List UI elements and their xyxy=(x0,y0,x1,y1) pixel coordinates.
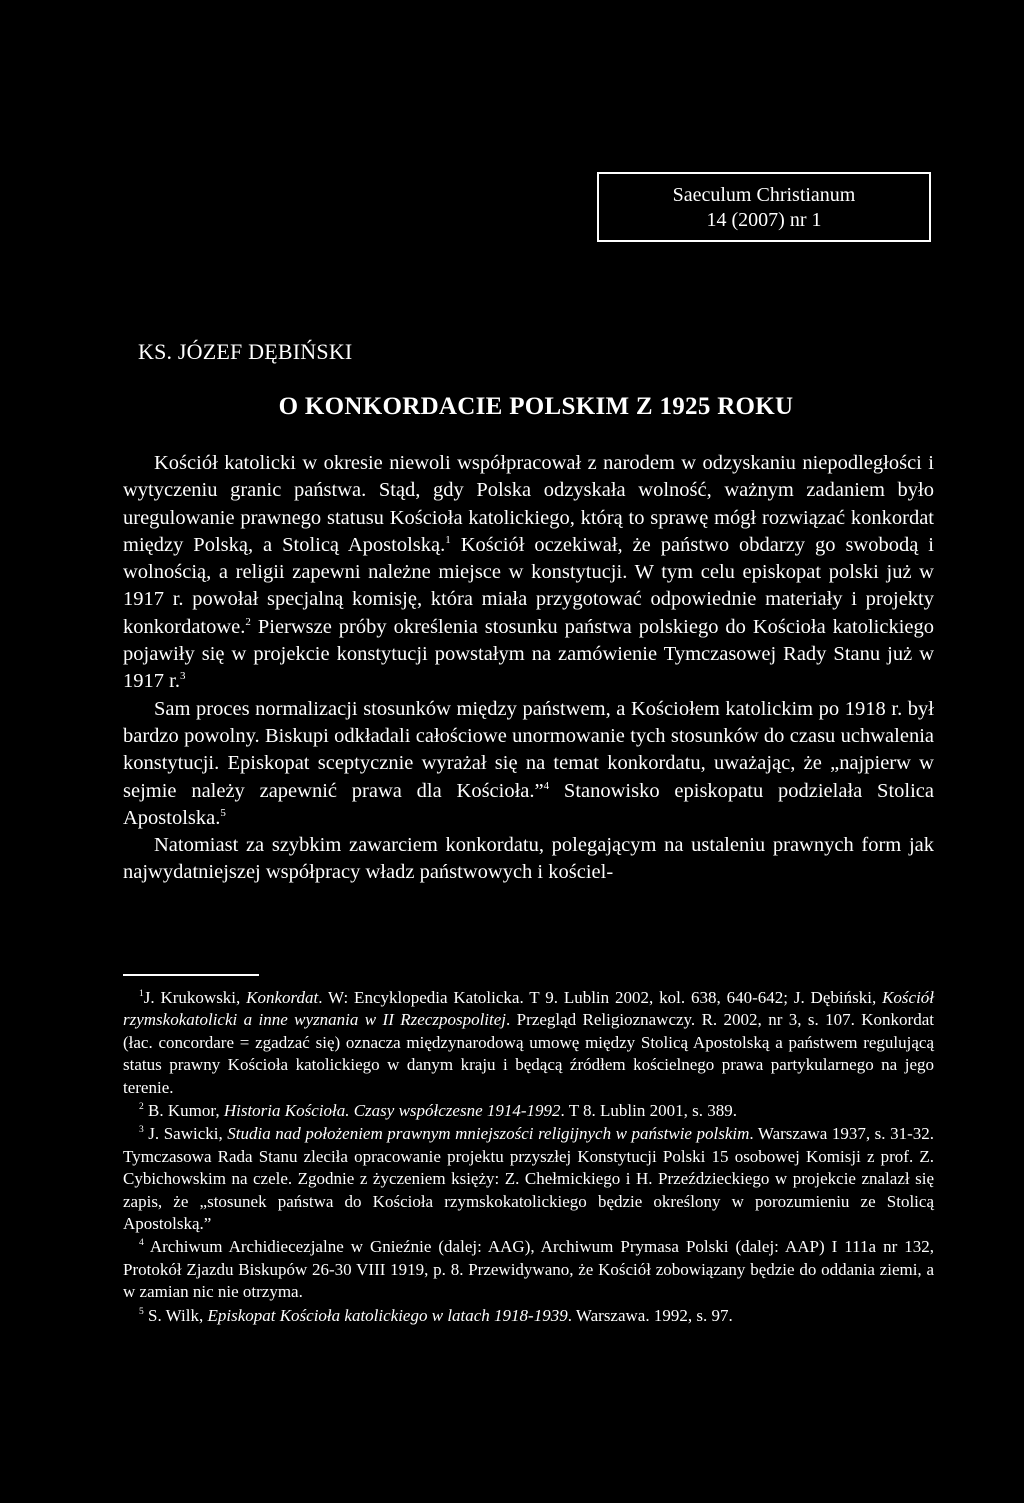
footnote-number: 2 xyxy=(139,1102,144,1113)
footnote-5 xyxy=(123,1305,934,1327)
footnote-number: 3 xyxy=(139,1125,144,1136)
journal-name: Saeculum Christianum xyxy=(672,184,856,206)
footnote-text: B. Kumor, xyxy=(143,1101,224,1121)
body-sentence: Sam proces normalizacji stosunków między państwem, a Kościołem katolickim po 1918 r. był bardzo powolny. Biskupi odkładali całościowe unormowanie tych stosunków do czasu uchwalenia konstytucji. Episkopat sceptycznie wyrażał się na temat konkordatu, uważając, że „najpierw w sejmie należy zapewnić prawa dla Kościoła.” xyxy=(123,697,934,802)
body-sentence: Kościół katolicki w okresie niewoli współpracował z narodem w odzyskaniu niepodległości i wytyczeniu granic państwa. Stąd, gdy Polska odzyskała wolność, ważnym zadaniem było uregulowanie prawnego statusu Kościoła katolickiego, którą to sprawę mógł rozwiązać konkordat między Polską, a Stolicą Apostolską. xyxy=(123,452,934,556)
footnote-3 xyxy=(123,1123,934,1235)
footnote-number: 5 xyxy=(139,1306,144,1317)
footnote-title: Kościół rzymskokatolicki a inne wyznania w II Rzeczpospolitej xyxy=(123,988,935,1030)
body-paragraph xyxy=(123,696,934,832)
footnote-title: Episkopat Kościoła katolickiego w latach 1918-1939 xyxy=(207,1305,568,1325)
body-sentence: Stanowisko episkopatu podzielała Stolica Apostolska. xyxy=(123,779,934,829)
body-paragraph xyxy=(123,832,934,887)
footnote-ref: 5 xyxy=(220,806,226,819)
footnote-text: Archiwum Archidiecezjalne w Gnieźnie (dalej: AAG), Archiwum Prymasa Polski (dalej: AAP) I 111a nr 132, Protokół Zjazdu Biskupów 26-30 VIII 1919, p. 8. Przewidywano, że Kościół zobowiązany będzie do oddania ziemi, a w zamian nic nie otrzyma. xyxy=(123,1237,934,1302)
footnote-ref: 1 xyxy=(445,533,451,546)
footnote-title: Studia nad położeniem prawnym mniejszości religijnych w państwie polskim xyxy=(227,1124,750,1144)
footnote-title: Konkordat xyxy=(246,988,319,1007)
footnote-1 xyxy=(123,987,934,1099)
footnote-text: . W: Encyklopedia Katolicka. T 9. Lublin 2002, kol. 638, 640-642; J. Dębiński, xyxy=(318,988,883,1007)
journal-header-box xyxy=(597,172,931,242)
body-sentence: Pierwsze próby określenia stosunku państwa polskiego do Kościoła katolickiego pojawiły się w projekcie konstytucji powstałym na zamówienie Tymczasowej Rady Stanu już w 1917 r. xyxy=(123,615,934,693)
footnote-text: S. Wilk, xyxy=(143,1305,208,1325)
footnote-number: 1 xyxy=(139,989,144,999)
footnote-number: 4 xyxy=(139,1238,144,1249)
footnote-title: Historia Kościoła. Czasy współczesne 1914-1992 xyxy=(223,1101,561,1121)
footnote-separator xyxy=(123,974,259,976)
footnote-text: J. Sawicki, xyxy=(143,1124,228,1144)
footnote-4 xyxy=(123,1236,934,1303)
article-title: O KONKORDACIE POLSKIM Z 1925 ROKU xyxy=(278,393,794,420)
body-sentence: Kościół oczekiwał, że państwo obdarzy go swobodą i wolnością, a religii zapewni należne miejsce w konstytucji. W tym celu episkopat polski już w 1917 r. powołał specjalną komisję, która miała przygotować odpowiednie materiały i projekty konkordatowe. xyxy=(123,533,934,638)
footnote-text: . Przegląd Religioznawczy. R. 2002, nr 3, s. 107. Konkordat (łac. concordare = zgadzać się) oznacza międzynarodową umowę między Stolicą Apostolską a państwem regulującą status prawny Kościoła katolickiego w danym kraju i będącą źródłem kościelnego prawa partykularnego na jego terenie. xyxy=(123,1010,934,1097)
body-text xyxy=(123,450,934,887)
footnote-text: J. Krukowski, xyxy=(143,988,247,1007)
footnotes xyxy=(123,987,934,1327)
journal-issue: 14 (2007) nr 1 xyxy=(706,209,822,231)
footnote-text: . Warszawa 1937, s. 31-32. Tymczasowa Rada Stanu zleciła opracowanie projektu przyszłej Konstytucji Polski 15 osobowej Komisji z prof. Z. Cybichowskim na czele. Zgodnie z życzeniem księży: Z. Chełmickiego i H. Przeździeckiego w projekcie znalazł się zapis, że „stosunek państwa do Kościoła rzymskokatolickiego będzie określony w porozumieniu ze Stolicą Apostolską.” xyxy=(123,1124,934,1234)
footnote-ref: 2 xyxy=(245,615,251,628)
footnote-2 xyxy=(123,1100,934,1122)
author-name: KS. JÓZEF DĘBIŃSKI xyxy=(138,339,353,364)
footnote-text: . T 8. Lublin 2001, s. 389. xyxy=(560,1101,737,1121)
body-paragraph xyxy=(123,450,934,696)
body-sentence: Natomiast za szybkim zawarciem konkordatu, polegającym na ustaleniu prawnych form jak najwydatniejszej współpracy władz państwowych i kościel- xyxy=(123,834,934,884)
footnote-ref: 4 xyxy=(543,779,550,792)
footnote-text: . Warszawa. 1992, s. 97. xyxy=(567,1305,733,1325)
footnote-ref: 3 xyxy=(179,670,186,683)
